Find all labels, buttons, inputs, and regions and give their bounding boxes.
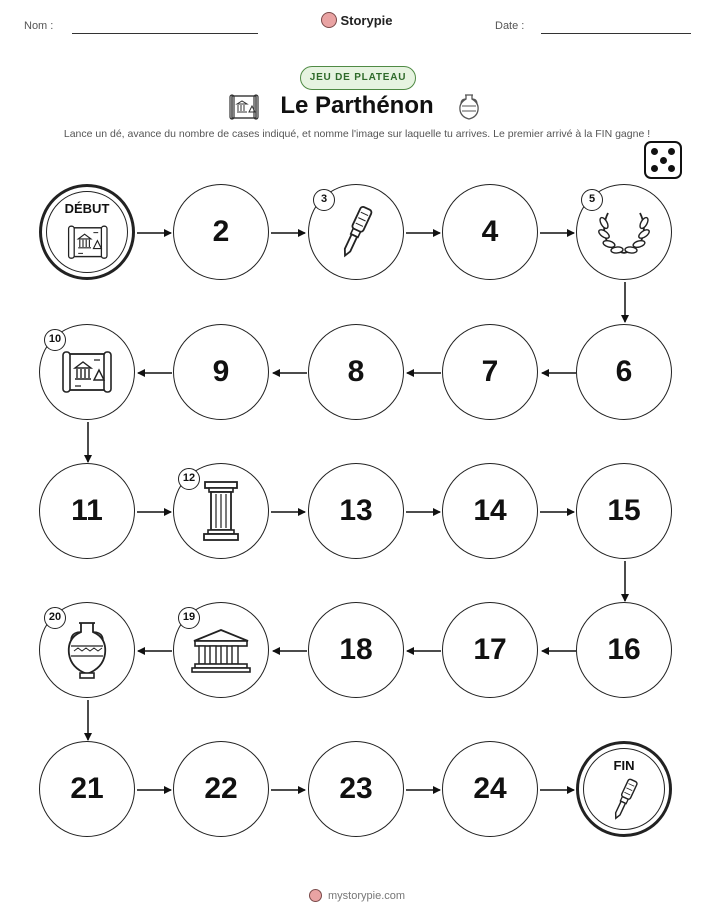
- footer: [0, 889, 714, 902]
- end-cell: [576, 741, 672, 837]
- board-cell: [576, 463, 672, 559]
- laurel-wreath-icon: [596, 207, 652, 262]
- board-cell: [308, 741, 404, 837]
- board-cell: [576, 184, 672, 280]
- footer-url: mystorypie.com: [328, 890, 406, 902]
- chisel-icon: [334, 204, 378, 265]
- scroll-plan-icon: [67, 223, 109, 266]
- cell-number: 9: [212, 355, 230, 388]
- scroll-plan-icon: [61, 348, 113, 401]
- page-title: Le Parthénon: [280, 92, 434, 119]
- cell-number: 23: [339, 772, 373, 805]
- board-cell: [442, 741, 538, 837]
- amphora-icon: [64, 620, 110, 685]
- board-cell: [442, 463, 538, 559]
- board-cell: [173, 324, 269, 420]
- start-label: DÉBUT: [64, 201, 110, 216]
- board-cell: [576, 324, 672, 420]
- cell-number-tag: 19: [178, 607, 200, 629]
- game-type-badge: JEU DE PLATEAU: [300, 66, 416, 90]
- cell-number: 6: [615, 355, 633, 388]
- brand-name: Storypie: [340, 13, 393, 28]
- board-cell: [173, 602, 269, 698]
- board-cell: [173, 741, 269, 837]
- board-cell: [39, 324, 135, 420]
- cell-number-tag: 20: [44, 607, 66, 629]
- cell-number: 7: [481, 355, 499, 388]
- cell-number: 17: [473, 633, 507, 666]
- board-cell: [308, 324, 404, 420]
- cell-number-tag: 5: [581, 189, 603, 211]
- temple-icon: [191, 627, 251, 678]
- cell-number: 8: [347, 355, 365, 388]
- cell-number: 24: [473, 772, 507, 805]
- chisel-icon: [607, 777, 642, 827]
- cell-number: 13: [339, 494, 373, 527]
- cell-number-tag: 12: [178, 468, 200, 490]
- board-cell: [308, 602, 404, 698]
- board-cell: [442, 324, 538, 420]
- board-cell: [173, 463, 269, 559]
- board-cell: [576, 602, 672, 698]
- board-cell: [442, 602, 538, 698]
- cell-number: 11: [71, 494, 103, 527]
- cell-number: 4: [481, 215, 499, 248]
- board-cell: [39, 602, 135, 698]
- cell-number-tag: 3: [313, 189, 335, 211]
- board-cell: [39, 741, 135, 837]
- board-cell: [308, 463, 404, 559]
- cell-number: 21: [70, 772, 104, 805]
- cell-number: 2: [212, 215, 230, 248]
- cell-number: 15: [607, 494, 641, 527]
- date-label: Date :: [495, 20, 525, 32]
- cell-number: 16: [607, 633, 641, 666]
- start-cell: [39, 184, 135, 280]
- name-label: Nom :: [24, 20, 54, 32]
- cell-number: 22: [204, 772, 238, 805]
- storypie-logo-icon: [309, 889, 322, 902]
- board-cell: [442, 184, 538, 280]
- board-cell: [308, 184, 404, 280]
- cell-number-tag: 10: [44, 329, 66, 351]
- column-icon: [201, 480, 241, 547]
- end-label: FIN: [613, 758, 635, 773]
- board-cell: [173, 184, 269, 280]
- cell-number: 14: [473, 494, 507, 527]
- cell-number: 18: [339, 633, 373, 666]
- board-cell: [39, 463, 135, 559]
- instructions: Lance un dé, avance du nombre de cases indiqué, et nomme l'image sur laquelle tu arrives. Le premier arrivé à la FIN gagne !: [63, 128, 651, 140]
